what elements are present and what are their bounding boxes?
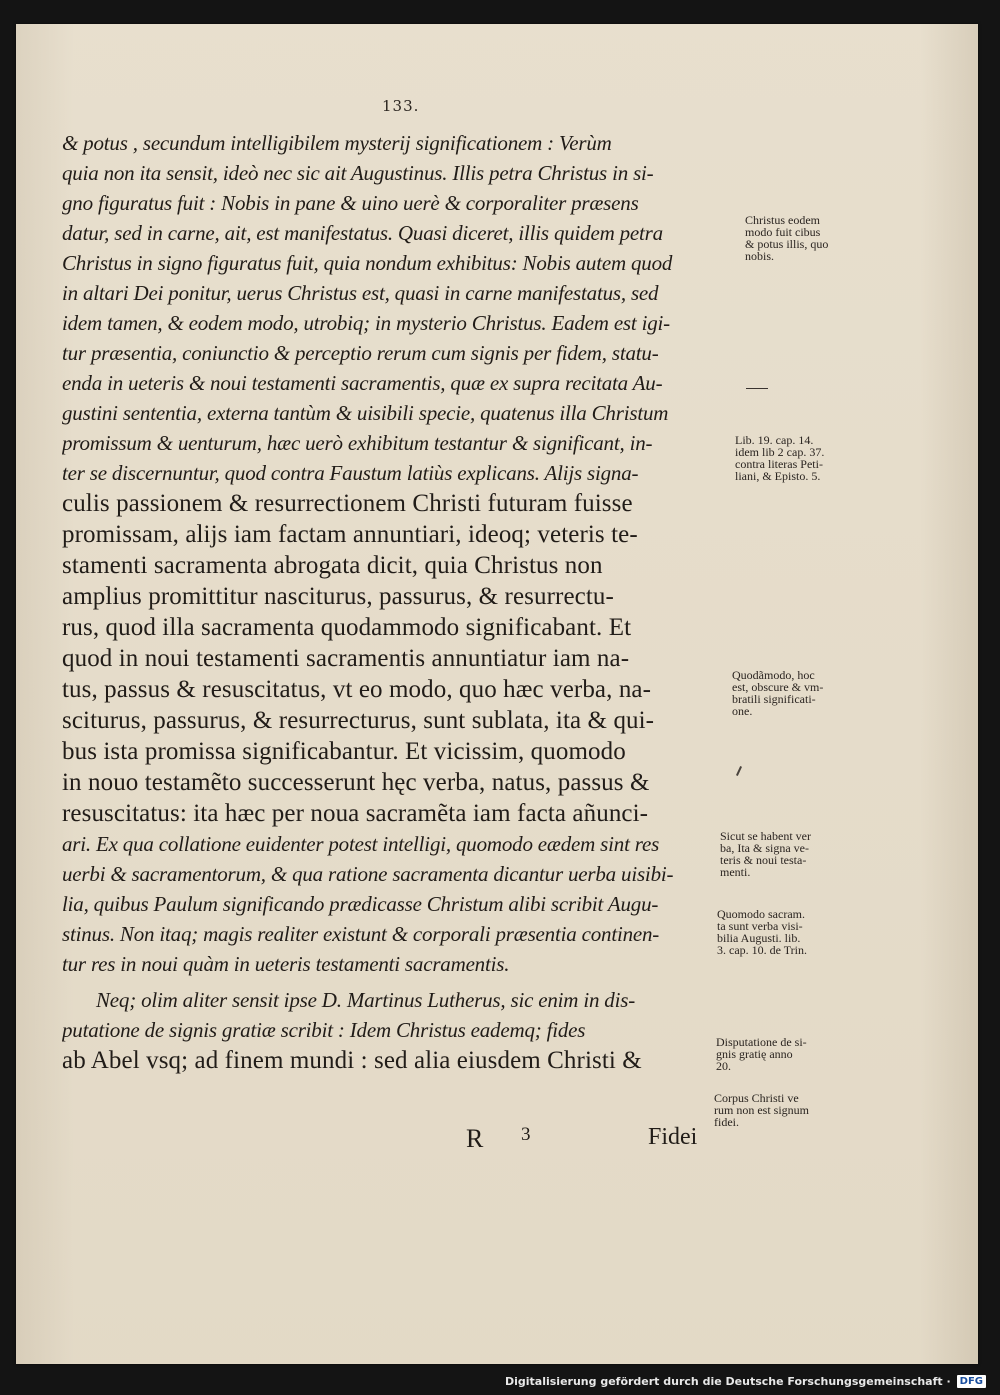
margin-note [716,1036,866,1072]
margin-note-line: Christus eodem [745,213,820,227]
margin-note-line: nobis. [745,249,775,263]
text-line: & potus , secundum intelligibilem mysterij significationem : Verùm [62,131,612,155]
margin-note-line: Disputatione de si- [716,1035,807,1049]
margin-note-line: liani, & Episto. 5. [735,469,821,483]
text-line: uerbi & sacramentorum, & qua ratione sacramenta dicantur uerba uisibi- [62,862,674,886]
text-line: tus, passus & resuscitatus, vt eo modo, quo hæc verba, na- [62,676,652,703]
margin-note-line: modo fuit cibus [745,225,821,239]
text-line: gustini sententia, externa tantùm & uisibili specie, quatenus illa Christum [62,401,669,425]
dfg-logo: DFG [957,1375,986,1388]
text-line: ari. Ex qua collatione euidenter potest intelligi, quomodo eædem sint res [62,832,660,856]
text-line: lia, quibus Paulum significando prædicasse Christum alibi scribit Augu- [62,892,659,916]
margin-note-line: Quodãmodo, hoc [732,668,815,682]
text-line: idem tamen, & eodem modo, utrobiq; in mysterio Christus. Eadem est igi- [62,311,670,335]
page-number: 133. [382,97,420,115]
margin-note-line: Corpus Christi ve [714,1091,799,1105]
margin-note-line: bratili significati- [732,692,816,706]
margin-note-line: rum non est signum [714,1103,809,1117]
margin-note-line: Quomodo sacram. [717,907,805,921]
text-line: promissum & uenturum, hæc uerò exhibitum testantur & significant, in- [62,431,653,455]
gathering-number: 3 [521,1124,531,1145]
margin-note [720,830,870,878]
margin-note [714,1092,864,1128]
marginal-dash [746,388,768,389]
margin-note-line: 3. cap. 10. de Trin. [717,943,807,957]
margin-note-line: one. [732,704,753,718]
text-line: gno figuratus fuit : Nobis in pane & uino uerè & corporaliter præsens [62,191,639,215]
margin-note-line: 20. [716,1059,731,1073]
text-line: Christus in signo figuratus fuit, quia nondum exhibitus: Nobis autem quod [62,251,673,275]
text-line: in nouo testamẽto successerunt hęc verba, natus, passus & [62,769,650,796]
text-line: bus ista promissa significabantur. Et vicissim, quomodo [62,738,626,765]
margin-note-line: idem lib 2 cap. 37. [735,445,825,459]
credit-text: Digitalisierung gefördert durch die Deutsche Forschungsgemeinschaft · [504,1374,951,1388]
margin-note-line: Sicut se habent ver [720,829,811,843]
text-line: tur præsentia, coniunctio & perceptio rerum cum signis per fidem, statu- [62,341,659,365]
text-line: tur res in noui quàm in ueteris testamenti sacramentis. [62,952,510,976]
margin-note-line: contra literas Peti- [735,457,823,471]
text-line: in altari Dei ponitur, uerus Christus est, quasi in carne manifestatus, sed [62,281,659,305]
margin-note-line: bilia Augusti. lib. [717,931,801,945]
margin-note-line: & potus illis, quo [745,237,829,251]
main-text-block [62,128,752,1076]
text-line: resuscitatus: ita hæc per noua sacramẽta iam facta añunci- [62,800,649,827]
text-line: stinus. Non itaq; magis realiter existunt & corporali præsentia continen- [62,922,660,946]
text-line: culis passionem & resurrectionem Christi futuram fuisse [62,490,633,517]
text-line: putatione de signis gratiæ scribit : Idem Christus eademq; fides [62,1018,586,1042]
signature-mark: R [466,1124,484,1153]
text-line: quia non ita sensit, ideò nec sic ait Augustinus. Illis petra Christus in si- [62,161,654,185]
margin-note-line: est, obscure & vm- [732,680,824,694]
margin-note-line: teris & noui testa- [720,853,807,867]
margin-note [717,908,867,956]
text-line: stamenti sacramenta abrogata dicit, quia Christus non [62,552,603,579]
margin-note-line: Lib. 19. cap. 14. [735,433,814,447]
text-line: Neq; olim aliter sensit ipse D. Martinus Lutherus, sic enim in dis- [96,988,635,1012]
text-line: ab Abel vsq; ad finem mundi : sed alia eiusdem Christi & [62,1047,642,1074]
margin-note-line: menti. [720,865,751,879]
margin-note-line: fidei. [714,1115,739,1129]
margin-note [735,434,885,482]
text-line: rus, quod illa sacramenta quodammodo significabant. Et [62,614,632,641]
margin-note-line: ta sunt verba visi- [717,919,803,933]
margin-note-line: ba, Ita & signa ve- [720,841,809,855]
text-line: promissam, alijs iam factam annuntiari, ideoq; veteris te- [62,521,638,548]
text-line: sciturus, passurus, & resurrecturus, sunt sublata, ita & qui- [62,707,655,734]
margin-note [732,669,882,717]
text-line: quod in noui testamenti sacramentis annuntiatur iam na- [62,645,630,672]
margin-note-line: gnis gratię anno [716,1047,793,1061]
margin-note [745,214,895,262]
text-line: datur, sed in carne, ait, est manifestatus. Quasi diceret, illis quidem petra [62,221,663,245]
digitization-credit [505,1373,986,1389]
text-line: enda in ueteris & noui testamenti sacramentis, quæ ex supra recitata Au- [62,371,663,395]
text-line: ter se discernuntur, quod contra Faustum latiùs explicans. Alijs signa- [62,461,639,485]
text-line: amplius promittitur nasciturus, passurus, & resurrectu- [62,583,614,610]
catchword: Fidei [648,1124,698,1150]
